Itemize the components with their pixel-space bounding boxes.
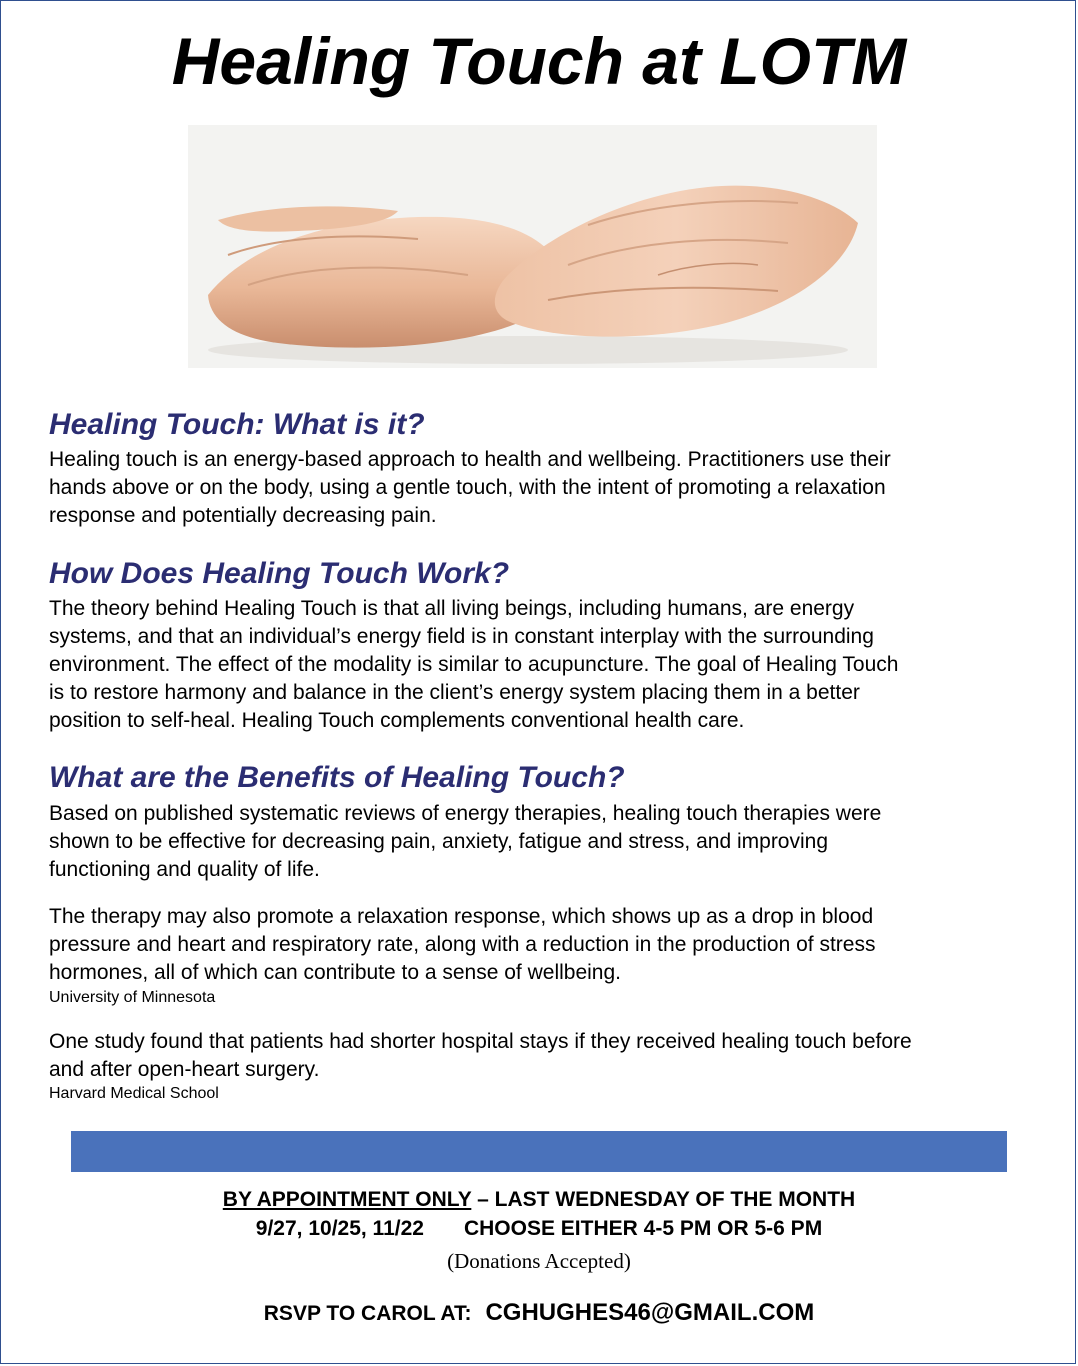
appointment-dates: 9/27, 10/25, 11/22 <box>255 1217 424 1240</box>
text-line: The therapy may also promote a relaxation response, which shows up as a drop in blood <box>49 905 874 928</box>
paragraph-what-is-it <box>49 446 1059 530</box>
text-line: functioning and quality of life. <box>49 858 320 881</box>
open-hands-photo <box>188 125 877 368</box>
text-line: pressure and heart and respiratory rate, along with a reduction in the production of stress <box>49 933 876 956</box>
text-line: environment. The effect of the modality is similar to acupuncture. The goal of Healing Touch <box>49 653 899 676</box>
donations-note: (Donations Accepted) <box>447 1249 631 1273</box>
blue-divider-band <box>71 1131 1007 1172</box>
heading-what-is-it: Healing Touch: What is it? <box>49 408 425 441</box>
text-line: and after open-heart surgery. <box>49 1058 320 1081</box>
paragraph-relaxation <box>49 903 1059 987</box>
page-title: Healing Touch at LOTM <box>171 24 907 98</box>
appointment-only-label: BY APPOINTMENT ONLY <box>222 1188 472 1211</box>
rsvp-label: RSVP TO CAROL AT: <box>263 1302 472 1325</box>
text-line: response and potentially decreasing pain. <box>49 504 437 527</box>
open-hands-icon <box>188 125 877 368</box>
text-line: The theory behind Healing Touch is that all living beings, including humans, are energy <box>49 597 855 620</box>
paragraph-how-it-works <box>49 595 1059 735</box>
source-harvard-medical-school: Harvard Medical School <box>49 1085 219 1102</box>
appointment-schedule: – LAST WEDNESDAY OF THE MONTH <box>471 1188 856 1211</box>
appointment-line <box>1 1186 1077 1214</box>
dates-times-line <box>1 1215 1077 1243</box>
text-line: systems, and that an individual’s energy field is in constant interplay with the surrounding <box>49 625 874 648</box>
text-line: hormones, all of which can contribute to a sense of wellbeing. <box>49 961 621 984</box>
text-line: position to self-heal. Healing Touch complements conventional health care. <box>49 709 745 732</box>
rsvp-email: CGHUGHES46@GMAIL.COM <box>485 1299 815 1326</box>
source-university-of-minnesota: University of Minnesota <box>49 989 216 1006</box>
appointment-times: CHOOSE EITHER 4-5 PM OR 5-6 PM <box>463 1217 823 1240</box>
text-line: Healing touch is an energy-based approach to health and wellbeing. Practitioners use their <box>49 448 891 471</box>
paragraph-study <box>49 1028 1059 1084</box>
text-line: Based on published systematic reviews of energy therapies, healing touch therapies were <box>49 802 882 825</box>
text-line: One study found that patients had shorter hospital stays if they received healing touch before <box>49 1030 912 1053</box>
text-line: shown to be effective for decreasing pain, anxiety, fatigue and stress, and improving <box>49 830 829 853</box>
heading-how-it-works: How Does Healing Touch Work? <box>49 557 510 590</box>
rsvp-line <box>1 1299 1077 1327</box>
heading-benefits: What are the Benefits of Healing Touch? <box>49 761 625 794</box>
text-line: hands above or on the body, using a gentle touch, with the intent of promoting a relaxation <box>49 476 886 499</box>
paragraph-benefits <box>49 800 1059 884</box>
text-line: is to restore harmony and balance in the client’s energy system placing them in a better <box>49 681 860 704</box>
